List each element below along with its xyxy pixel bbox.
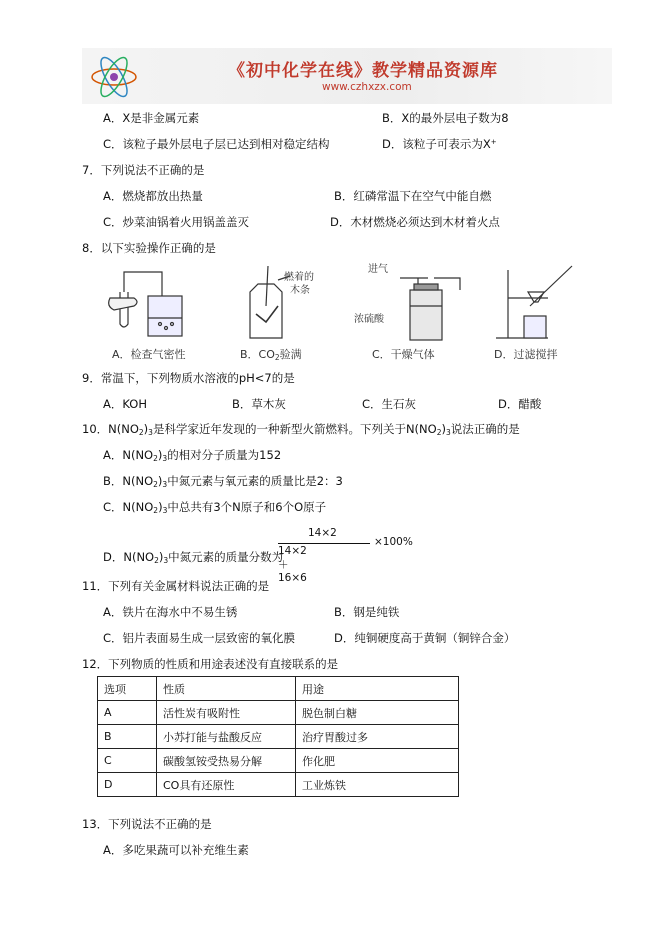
formula-numerator: 14×2	[308, 527, 337, 539]
q7-option-a: A．燃烧都放出热量	[103, 189, 203, 203]
table-row	[98, 773, 459, 797]
table-row	[98, 701, 459, 725]
label-acid: 浓硫酸	[354, 314, 384, 325]
q11-option-b: B．钢是纯铁	[334, 605, 400, 619]
table-row	[98, 725, 459, 749]
q8-option-d: D．过滤搅拌	[494, 348, 558, 361]
table-cell: CO具有还原性	[157, 773, 296, 797]
table-header: 性质	[157, 677, 296, 701]
label-burning-stick: 燃着的	[284, 272, 314, 283]
q6-option-c: C．该粒子最外层电子层已达到相对稳定结构	[103, 137, 330, 151]
q7-stem: 7．下列说法不正确的是	[82, 163, 205, 177]
wash-bottle-icon	[400, 278, 460, 340]
table-header: 用途	[296, 677, 459, 701]
q9-stem: 9．常温下，下列物质水溶液的pH<7的是	[82, 371, 295, 385]
table-cell: 活性炭有吸附性	[157, 701, 296, 725]
q11-option-a: A．铁片在海水中不易生锈	[103, 605, 238, 619]
q10-option-d: D．$N(NO_2)_3$中氮元素的质量分数为	[103, 550, 284, 565]
q7-option-c: C．炒菜油锅着火用锅盖盖灭	[103, 215, 250, 229]
lab-diagram	[100, 262, 580, 344]
q9-option-b: B．草木灰	[232, 397, 286, 411]
table-header: 选项	[98, 677, 157, 701]
table-cell: A	[98, 701, 157, 725]
table-cell: 小苏打能与盐酸反应	[157, 725, 296, 749]
q6-option-b: B．X的最外层电子数为8	[382, 111, 509, 125]
table-cell: D	[98, 773, 157, 797]
formula-percent: ×100%	[374, 536, 413, 548]
filter-stand-icon	[496, 266, 572, 338]
q10-option-a: A．$N(NO_2)_3$的相对分子质量为152	[103, 448, 282, 463]
q10-stem: 10．$N(NO_2)_3$是科学家近年发现的一种新型火箭燃料。下列关于$N(NO_2)_3$说法正确的是	[82, 422, 520, 437]
header-banner	[82, 48, 612, 104]
q7-option-b: B．红磷常温下在空气中能自燃	[334, 189, 492, 203]
table-cell: 工业炼铁	[296, 773, 459, 797]
q11-option-d: D．纯铜硬度高于黄铜（铜锌合金）	[334, 631, 516, 645]
table-cell: 脱色制白糖	[296, 701, 459, 725]
table-cell: 治疗胃酸过多	[296, 725, 459, 749]
test-tube-hand-icon	[109, 272, 182, 336]
q8-option-c: C．干燥气体	[372, 348, 435, 361]
table-cell: 碳酸氢铵受热易分解	[157, 749, 296, 773]
label-burning-stick-2: 木条	[290, 285, 310, 296]
q9-option-c: C．生石灰	[362, 397, 417, 411]
table-row	[98, 749, 459, 773]
label-gas-in: 进气	[368, 264, 388, 275]
table-cell: B	[98, 725, 157, 749]
q13-stem: 13．下列说法不正确的是	[82, 817, 212, 831]
q9-option-d: D．醋酸	[498, 397, 542, 411]
q7-option-d: D．木材燃烧必须达到木材着火点	[330, 215, 500, 229]
fraction-bar	[278, 543, 370, 544]
q8-option-a: A．检查气密性	[112, 348, 186, 361]
formula-denominator: 14×2＋16×6	[278, 545, 307, 584]
q11-stem: 11．下列有关金属材料说法正确的是	[82, 579, 270, 593]
q12-stem: 12．下列物质的性质和用途表述没有直接联系的是	[82, 657, 339, 671]
table-cell: 作化肥	[296, 749, 459, 773]
banner-title: 《初中化学在线》教学精品资源库	[228, 61, 498, 81]
q8-stem: 8．以下实验操作正确的是	[82, 241, 216, 255]
q12-table	[97, 676, 459, 797]
q11-option-c: C．铝片表面易生成一层致密的氧化膜	[103, 631, 296, 645]
q10-option-c: C．$N(NO_2)_3$中总共有3个N原子和6个O原子	[103, 500, 327, 515]
table-header-row	[98, 677, 459, 701]
q13-option-a: A．多吃果蔬可以补充维生素	[103, 843, 249, 857]
banner-url: www.czhxzx.com	[322, 81, 412, 93]
q6-option-d: D．该粒子可表示为X+	[382, 137, 497, 151]
atom-logo-icon	[88, 52, 140, 102]
table-cell: C	[98, 749, 157, 773]
q10-option-b: B．$N(NO_2)_3$中氮元素与氧元素的质量比是2：3	[103, 474, 343, 489]
q8-option-b: B．$CO_2$验满	[240, 348, 302, 362]
q9-option-a: A．KOH	[103, 397, 147, 411]
q6-option-a: A．X是非金属元素	[103, 111, 200, 125]
